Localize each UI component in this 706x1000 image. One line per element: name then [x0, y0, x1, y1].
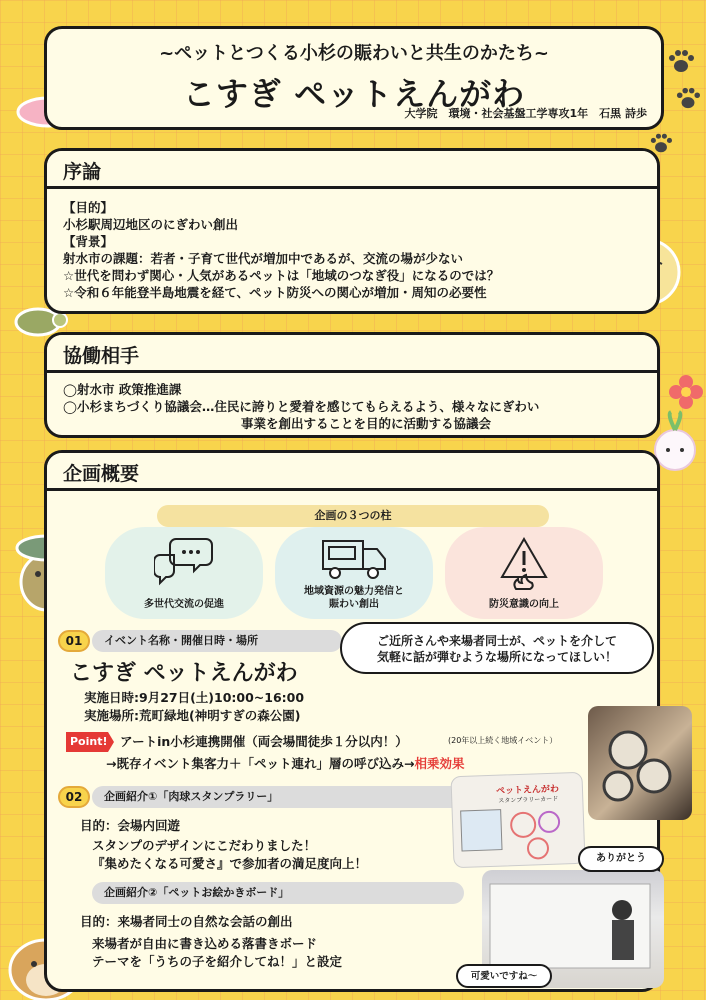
food-truck-icon [319, 535, 389, 583]
paw-print-icon [666, 48, 696, 74]
item-tag: イベント名称・開催日時・場所 [92, 630, 342, 652]
intro-line: 【目的】 [63, 200, 114, 215]
speech-bubbles-icon [154, 535, 214, 587]
thanks-bubble [578, 846, 664, 872]
page-title: こすぎ ペットえんがわ [182, 75, 526, 113]
pillar-card [105, 527, 263, 619]
section-title: 協働相手 [63, 345, 140, 367]
partner-line: ◯射水市 政策推進課 [63, 382, 182, 397]
intro-line: 小杉駅周辺地区のにぎわい創出 [63, 217, 239, 232]
intro-body [63, 199, 499, 301]
author-line: 大学院 環境・社会基盤工学専攻1年 石黒 詩歩 [404, 107, 647, 120]
description-text: 来場者が自由に書き込める落書きボード [92, 936, 318, 951]
section-title: 序論 [63, 161, 102, 183]
item-tag: 企画紹介②「ペットお絵かきボード」 [92, 882, 464, 904]
section-title-bar [47, 453, 657, 491]
item-number-badge: 01 [58, 630, 90, 652]
intro-line: 射水市の課題：若者・子育て世代が増加中であるが、交流の場が少ない [63, 251, 464, 266]
section-title-bar [47, 151, 657, 189]
item-tag: 企画紹介①「肉球スタンプラリー」 [92, 786, 464, 808]
pillars-heading: 企画の３つの柱 [157, 505, 549, 527]
partner-line: 事業を創出することを目的に活動する協議会 [241, 416, 492, 431]
pillar-label: 地域資源の魅力発信と 賑わい創出 [304, 586, 404, 610]
synergy-prefix: →既存イベント集客力＋「ペット連れ」層の呼び込み→ [106, 756, 415, 771]
synergy-highlight: 相乗効果 [414, 756, 465, 771]
description-text: テーマを「うちの子を紹介してね！」と設定 [92, 954, 343, 969]
card-title: ペットえんがわ [495, 784, 560, 797]
event-name: こすぎ ペットえんがわ [70, 661, 298, 686]
stamp-photo [588, 706, 692, 820]
item-number-badge: 02 [58, 786, 90, 808]
intro-line: ☆世代を問わず関心・人気があるペットは「地域のつなぎ役」になるのでは？ [63, 268, 500, 283]
pillar-card [275, 527, 433, 619]
warning-fire-icon [496, 535, 552, 591]
flower-icon [668, 374, 704, 410]
point-label: Point! [70, 735, 108, 748]
speech-bubble: ご近所さんや来場者同士が、ペットを介して 気軽に話が弾むような場所になってほしい！ [340, 622, 654, 674]
synergy-line [106, 754, 464, 772]
pillar-label: 多世代交流の促進 [144, 599, 224, 610]
partner-line: ◯小杉まちづくり協議会…住民に誇りと愛着を感じてもらえるよう、様々なにぎわい [63, 399, 540, 414]
cute-bubble [456, 964, 552, 988]
pillar-label: 防災意識の向上 [489, 599, 559, 610]
description-text: スタンプのデザインにこだわりました！ [92, 838, 317, 853]
card-subtitle: スタンプラリーカード [498, 795, 559, 805]
partners-body [63, 381, 539, 432]
intro-section [44, 148, 660, 314]
event-date: 実施日時:9月27日(土)10:00~16:00 [84, 690, 305, 705]
event-place: 実施場所:荒町緑地(神明すぎの森公園) [84, 708, 301, 723]
paw-print-icon [674, 86, 702, 110]
thanks-text: ありがとう [596, 853, 646, 864]
goal-text: 目的：会場内回遊 [80, 818, 181, 833]
art-collab-text: アートin小杉連携開催（両会場間徒歩１分以内！） [120, 734, 408, 749]
page-subtitle: ~ペットとつくる小杉の賑わいと共生のかたち~ [159, 43, 549, 64]
section-title: 企画概要 [63, 463, 140, 485]
art-collab-note: (20年以上続く地域イベント） [448, 736, 558, 745]
header-card [44, 26, 664, 130]
goal-text: 目的：来場者同士の自然な会話の創出 [80, 914, 293, 929]
intro-line: ☆令和６年能登半島地震を経て、ペット防災への関心が増加・周知の必要性 [63, 285, 487, 300]
intro-line: 【背景】 [63, 234, 114, 249]
pillar-card [445, 527, 603, 619]
stamp-card-photo [450, 772, 585, 869]
partners-section [44, 332, 660, 438]
description-text: 『集めたくなる可愛さ』で参加者の満足度向上！ [92, 856, 368, 871]
stamps-image [588, 706, 692, 820]
section-title-bar [47, 335, 657, 373]
cute-text: 可愛いですね〜 [470, 971, 538, 982]
